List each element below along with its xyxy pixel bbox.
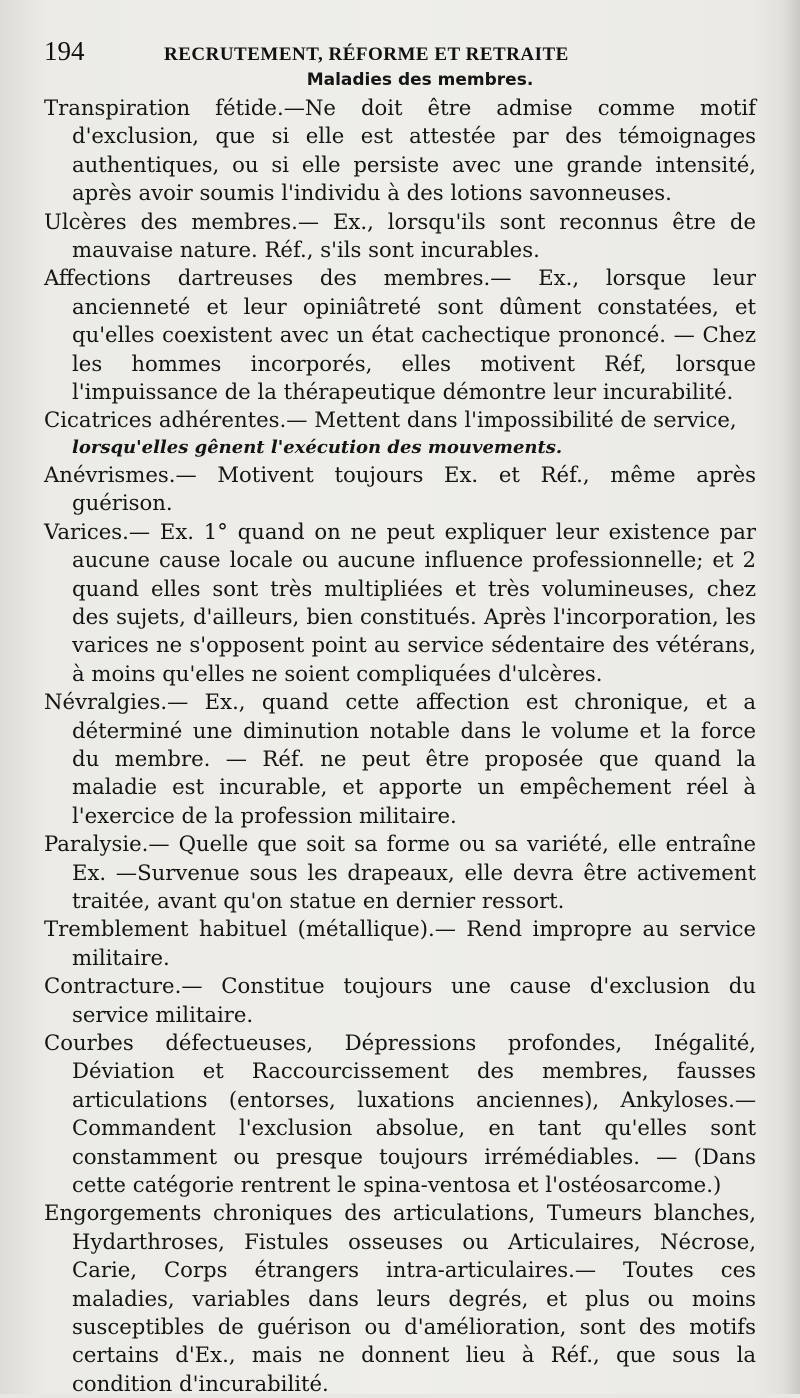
entry-term: Tremblement habituel (métallique). [44, 916, 435, 942]
running-title: RECRUTEMENT, RÉFORME ET RETRAITE [164, 44, 569, 65]
entry-text: —Ne doit être admise comme motif d'exclusion, que si elle est attestée par des témoignages authentiques, ou si elle persiste avec une grande intensité, après avoir soumis l'individu à des lotions savonneuses. [72, 95, 756, 206]
entry-text: — Ex. 1° quand on ne peut expliquer leur existence par aucune cause locale ou aucune influence professionnelle; et 2 quand elles sont très multipliées et très volumineuses, chez des sujets, d'ailleurs, bien constitués. Après l'incorporation, les varices ne s'opposent point au service sédentaire des vétérans, à moins qu'elles ne soient compliquées d'ulcères. [72, 518, 756, 686]
entry-contracture [44, 972, 756, 1029]
page-number: 194 [44, 36, 85, 66]
entry-text: — Ex., lorsque leur ancienneté et leur opiniâtreté sont dûment constatées, et qu'elles coexistent avec un état cachectique prononcé. — Chez les hommes incorporés, elles motivent Réf, lorsque l'impuissance de la thérapeutique démontre leur incurabilité. [72, 265, 756, 405]
entry-text: — Ex., lorsqu'ils sont reconnus être de mauvaise nature. Réf., s'ils sont incurables. [72, 208, 756, 263]
entry-affections-dartreuses [44, 264, 756, 406]
entry-nevralgies [44, 688, 756, 830]
entry-term: Courbes défectueuses, Dépressions profondes, Inégalité, Déviation et Raccourcissement des membres, fausses articulations (entorses, luxations anciennes), Ankyloses. [44, 1030, 756, 1112]
entry-term: Affections dartreuses des membres. [44, 265, 491, 291]
entry-term: Varices. [44, 518, 129, 544]
entry-text: — Motivent toujours Ex. et Réf., même après guérison. [72, 461, 756, 516]
entry-text: — Mettent dans l'impossibilité de service, [286, 407, 737, 433]
entry-term: Cicatrices adhérentes. [44, 407, 287, 433]
entries-list [44, 94, 756, 1398]
entry-text: — Ex., quand cette affection est chronique, et a déterminé une diminution notable dans le volume et la force du membre. — Réf. ne peut être proposée que quand la maladie est incurable, et apporte un empêchement réel à l'exercice de la profession militaire. [72, 689, 756, 828]
entry-text: — Constitue toujours une cause d'exclusion du service militaire. [72, 973, 756, 1027]
entry-text: — Commandent l'exclusion absolue, en tant qu'elles sont constamment ou presque toujours irrémédiables. — (Dans cette catégorie rentrent le spina-ventosa et l'ostéosarcome.) [72, 1086, 756, 1198]
entry-paralysie [44, 830, 756, 915]
entry-term: Névralgies. [44, 689, 168, 715]
entry-term: Ulcères des membres. [44, 208, 298, 234]
entry-ulceres [44, 208, 756, 265]
entry-courbes-defectueuses [44, 1029, 756, 1199]
entry-anevrismes [44, 461, 756, 518]
entry-term: Anévrismes. [44, 461, 176, 487]
entry-term: Paralysie. [44, 831, 149, 857]
entry-cicatrices [44, 406, 756, 434]
entry-term: Transpiration fétide. [44, 95, 284, 120]
entry-varices [44, 518, 756, 688]
running-head [44, 36, 756, 66]
entry-term: Engorgements chroniques des articulations, Tumeurs blanches, Hydarthroses, Fistules osseuses ou Articulaires, Nécrose, Carie, Corps étrangers intra-articulaires. [44, 1200, 756, 1283]
entry-text: — Quelle que soit sa forme ou sa variété, elle entraîne Ex. —Survenue sous les drapeaux, elle devra être activement traitée, avant qu'on statue en dernier ressort. [72, 831, 756, 913]
entry-transpiration [44, 94, 756, 208]
entry-text: — Toutes ces maladies, variables dans leurs degrés, et plus ou moins susceptibles de guérison ou d'amélioration, sont des motifs certains d'Ex., mais ne donnent lieu à Réf., que sous la condition d'incurabilité. [72, 1257, 756, 1396]
entry-tremblement [44, 915, 756, 972]
entry-term: Contracture. [44, 973, 182, 999]
entry-engorgements [44, 1199, 756, 1398]
entry-text: — Rend impropre au service militaire. [72, 916, 756, 970]
cicatrices-note: lorsqu'elles gênent l'exécution des mouvements. [72, 436, 563, 458]
page-edge-shadow [782, 0, 800, 1394]
section-title: Maladies des membres. [306, 70, 534, 90]
